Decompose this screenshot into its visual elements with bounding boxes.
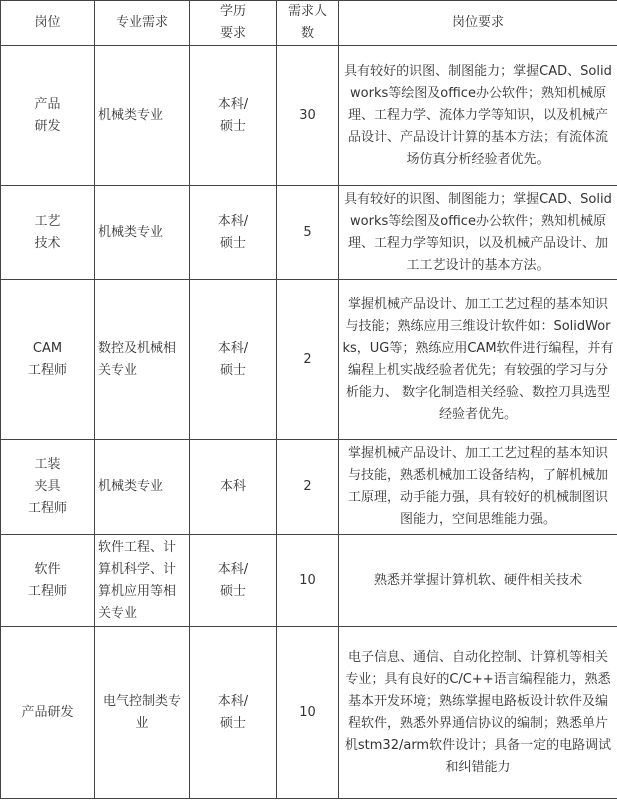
cell-major: 电气控制类专业 <box>95 627 190 799</box>
header-count: 需求人 数 <box>277 1 339 46</box>
cell-position: 工装 夹具 工程师 <box>1 440 95 535</box>
cell-education: 本科/ 硕士 <box>190 186 277 280</box>
cell-requirement: 熟悉并掌握计算机软、硬件相关技术 <box>339 535 617 627</box>
table-row <box>1 280 617 440</box>
cell-requirement: 掌握机械产品设计、加工工艺过程的基本知识与技能，熟悉机械加工设备结构，了解机械加工原理，动手能力强，具有较好的机械制图识图能力，空间思维能力强。 <box>339 440 617 535</box>
cell-requirement: 电子信息、通信、自动化控制、计算机等相关专业；具有良好的C/C++语言编程能力，熟悉基本开发环境；熟练掌握电路板设计软件及编程软件，熟悉外界通信协议的编制；熟悉单片机stm32/arm软件设计；具备一定的电路调试和纠错能力 <box>339 627 617 799</box>
cell-major: 机械类专业 <box>95 186 190 280</box>
table-row <box>1 627 617 799</box>
cell-position: 工艺 技术 <box>1 186 95 280</box>
table-row <box>1 186 617 280</box>
header-education: 学历 要求 <box>190 1 277 46</box>
header-requirement: 岗位要求 <box>339 1 617 46</box>
cell-requirement: 具有较好的识图、制图能力；掌握CAD、Solidworks等绘图及office办公软件；熟知机械原理、工程力学、流体力学等知识，以及机械产品设计、产品设计计算的基本方法；有流体流场仿真分析经验者优先。 <box>339 46 617 186</box>
cell-requirement: 掌握机械产品设计、加工工艺过程的基本知识与技能；熟练应用三维设计软件如：SolidWorks，UG等；熟练应用CAM软件进行编程，并有编程上机实战经验者优先；有较强的学习与分析能力、 数字化制造相关经验、数控刀具选型经验者优先。 <box>339 280 617 440</box>
cell-position: 产品研发 <box>1 627 95 799</box>
table-row <box>1 46 617 186</box>
table-row <box>1 535 617 627</box>
cell-count: 10 <box>277 627 339 799</box>
cell-count: 30 <box>277 46 339 186</box>
cell-position: 软件 工程师 <box>1 535 95 627</box>
cell-education: 本科/ 硕士 <box>190 627 277 799</box>
cell-education: 本科/ 硕士 <box>190 535 277 627</box>
cell-major: 软件工程、计算机科学、计算机应用等相关专业 <box>95 535 190 627</box>
cell-education: 本科/ 硕士 <box>190 46 277 186</box>
cell-major: 机械类专业 <box>95 440 190 535</box>
cell-count: 2 <box>277 280 339 440</box>
cell-major: 数控及机械相关专业 <box>95 280 190 440</box>
cell-requirement: 具有较好的识图、制图能力；掌握CAD、Solidworks等绘图及office办公软件；熟知机械原理、工程力学等知识，以及机械产品设计、加工工艺设计的基本方法。 <box>339 186 617 280</box>
cell-position: CAM 工程师 <box>1 280 95 440</box>
cell-count: 10 <box>277 535 339 627</box>
cell-position: 产品 研发 <box>1 46 95 186</box>
header-major: 专业需求 <box>95 1 190 46</box>
cell-count: 2 <box>277 440 339 535</box>
cell-education: 本科 <box>190 440 277 535</box>
table-row <box>1 440 617 535</box>
header-position: 岗位 <box>1 1 95 46</box>
cell-education: 本科/ 硕士 <box>190 280 277 440</box>
cell-count: 5 <box>277 186 339 280</box>
header-row <box>1 1 617 46</box>
cell-major: 机械类专业 <box>95 46 190 186</box>
